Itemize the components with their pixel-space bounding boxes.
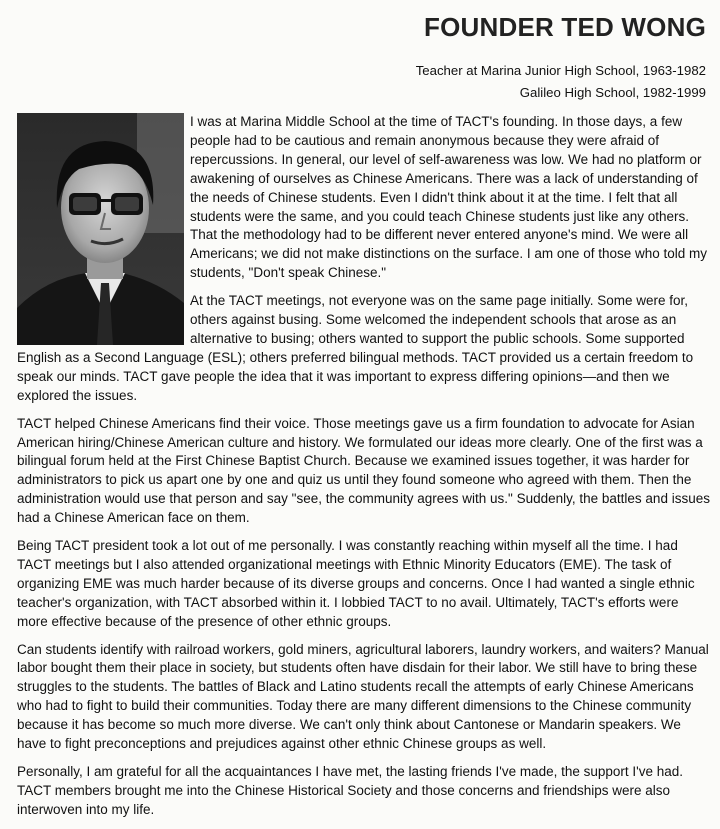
subtitle-role-1: Teacher at Marina Junior High School, 1963-1982 [415, 63, 706, 78]
paragraph-4: Being TACT president took a lot out of me personally. I was constantly reaching within myself all the time. I had TACT meetings but I also attended organizational meetings with Ethnic Minority Educators (EME). The task of organizing EME was much harder because of its diverse groups and concerns. Once I had wanted a single ethnic teacher's organization, with TACT absorbed within it. I lobbied TACT to no avail. Ultimately, TACT's efforts were more effective because of the presence of other ethnic groups. [17, 538, 695, 629]
page-title: FOUNDER TED WONG [424, 12, 706, 42]
paragraph-6: Personally, I am grateful for all the acquaintances I have met, the lasting friends I've made, the support I've had. TACT members brought me into the Chinese Historical Society and those concerns and friendships were also interwoven into my life. [17, 764, 684, 817]
paragraph-5: Can students identify with railroad workers, gold miners, agricultural laborers, laundry workers, and waiters? Manual labor bought them their place in society, but students often have disdain for their labor. We still have to bring these struggles to the students. The battles of Black and Latino students recall the attempts of early Chinese Americans who had to fight to build their communities. Today there are many different dimensions to the Chinese community because it has become so much more diverse. We can't only think about Cantonese or Mandarin speakers. We have to fight preconceptions and prejudices against other ethnic Chinese groups as well. [17, 641, 709, 752]
paragraph-3: TACT helped Chinese Americans find their voice. Those meetings gave us a firm foundation to advocate for Asian American hiring/Chinese American culture and history. We formulated our ideas more clearly. One of the first was a bilingual forum held at the First Chinese Baptist Church. Because we examined issues together, it was harder for administrators to pick us apart one by one and quiz us until they found someone who agreed with them. Then the administration would use that person and say "see, the community agrees with us." Suddenly, the battles and issues had a Chinese American face on them. [17, 415, 710, 526]
portrait-photo [17, 113, 184, 345]
portrait-image [17, 113, 184, 345]
article-body [17, 113, 711, 829]
subtitle-role-2: Galileo High School, 1982-1999 [519, 85, 706, 100]
paragraph-1: I was at Marina Middle School at the time of TACT's founding. In those days, a few people had to be cautious and remain anonymous because they were afraid of repercussions. In general, our level of self-awareness was low. We had no platform or awakening of ourselves as Chinese Americans. There was a lack of understanding of the needs of Chinese students. Even I didn't think about it at the time. I felt that all students were the same, and you could teach Chinese students just like any others. That the methodology had to be different never entered anyone's mind. We were all Americans; we did not make distinctions on the surface. I am one of those who told my students, "Don't speak Chinese." [190, 114, 708, 281]
paragraph-2: At the TACT meetings, not everyone was on the same page initially. Some were for, others against busing. Some welcomed the independent schools that arose as an alternative to busing; others wanted to support the public schools. Some supported English as a Second Language (ESL); others preferred bilingual methods. TACT provided us a certain freedom to speak our minds. TACT gave people the idea that it was important to express differing opinions—and then we explored the issues. [17, 293, 694, 403]
